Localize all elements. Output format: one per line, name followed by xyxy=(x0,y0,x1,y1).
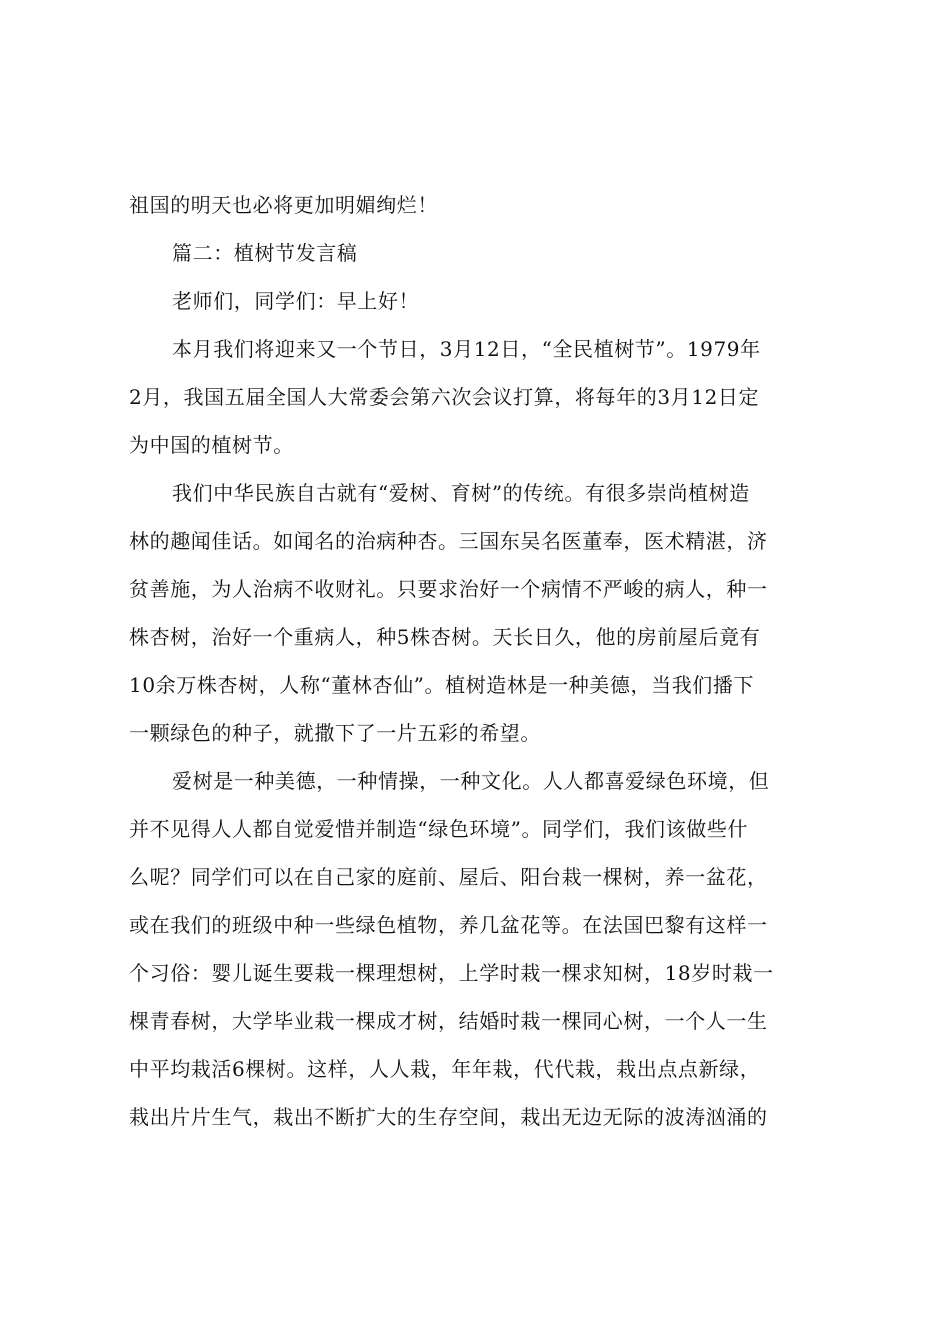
text-line: 我们中华民族自古就有“爱树、育树”的传统。有很多崇尚植树造 xyxy=(172,481,750,505)
text-line: 么呢？同学们可以在自己家的庭前、屋后、阳台栽一棵树，养一盆花， xyxy=(129,865,768,889)
section-heading: 篇二：植树节发言稿 xyxy=(172,241,358,265)
text-line: 为中国的植树节。 xyxy=(129,433,294,457)
greeting-line: 老师们，同学们：早上好！ xyxy=(172,289,420,313)
text-line: 10余万株杏树，人称“董林杏仙”。植树造林是一种美德，当我们播下 xyxy=(129,673,755,697)
text-line: 2月，我国五届全国人大常委会第六次会议打算，将每年的3月12日定 xyxy=(129,385,760,409)
text-line: 林的趣闻佳话。如闻名的治病种杏。三国东吴名医董奉，医术精湛，济 xyxy=(129,529,768,553)
text-line: 贫善施，为人治病不收财礼。只要求治好一个病情不严峻的病人，种一 xyxy=(129,577,768,601)
text-line: 并不见得人人都自觉爱惜并制造“绿色环境”。同学们，我们该做些什 xyxy=(129,817,749,841)
text-line: 祖国的明天也必将更加明媚绚烂！ xyxy=(129,193,438,217)
text-line: 一颗绿色的种子，就撒下了一片五彩的希望。 xyxy=(129,721,541,745)
text-line: 爱树是一种美德，一种情操，一种文化。人人都喜爱绿色环境，但 xyxy=(172,769,770,793)
text-line: 中平均栽活6棵树。这样，人人栽，年年栽，代代栽，栽出点点新绿， xyxy=(129,1057,761,1081)
document-body xyxy=(129,181,841,1141)
text-line: 株杏树，治好一个重病人，种5株杏树。天长日久，他的房前屋后竟有 xyxy=(129,625,761,649)
text-line: 或在我们的班级中种一些绿色植物，养几盆花等。在法国巴黎有这样一 xyxy=(129,913,768,937)
text-line: 棵青春树，大学毕业栽一棵成才树，结婚时栽一棵同心树，一个人一生 xyxy=(129,1009,768,1033)
text-line: 栽出片片生气，栽出不断扩大的生存空间，栽出无边无际的波涛汹涌的 xyxy=(129,1105,768,1129)
text-line: 本月我们将迎来又一个节日，3月12日，“全民植树节”。1979年 xyxy=(172,337,761,361)
text-line: 个习俗：婴儿诞生要栽一棵理想树，上学时栽一棵求知树，18岁时栽一 xyxy=(129,961,774,985)
